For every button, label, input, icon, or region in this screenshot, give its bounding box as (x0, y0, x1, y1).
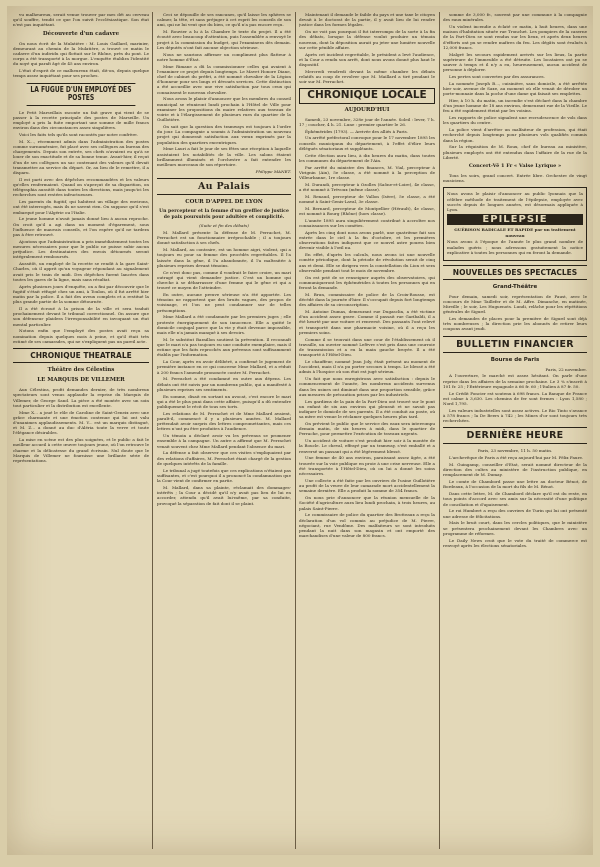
article-paragraph: La mise en scène est des plus soignées, et le public a fait le meilleur accueil à cette œuvre toujours jeune, où l'on retrouve le charme et la délicatesse du grand écrivain. Nul doute que le Marquis de Villemer ne fournisse une brillante série de représentations. (13, 437, 149, 463)
article-signature: Philippe MANET. (255, 168, 291, 174)
article-heading: Bourse de Paris (490, 356, 540, 363)
article-paragraph: M. le substitut Baraillon soutient la prévention. Il reconnaît que le mari n'a pas toujours eu une conduite exemplaire, mais il estime que les faits reprochés aux prévenus sont suffisamment établis par l'information. (157, 336, 291, 358)
article-paragraph: Les gardiens de la paix de la Part-Dieu ont trouvé sur le pont un enfant de six ans environ qui pleurait et ne savait pas indiquer le domicile de ses parents. Il a été conduit au poste, où sa mère est venue le réclamer quelques heures plus tard. (299, 398, 435, 420)
article-paragraph: Le Petit Marseillais raconte un fait grave qui vient de se passer à la recette principale des postes de Marseille. Un employé a pris la fuite emportant une somme de mille francs environ dans des circonstances assez singulières. (13, 109, 149, 131)
article-dateline: Paris, 23 novembre, 11 h. 50 matin. (477, 448, 553, 454)
advertisement-box (443, 187, 587, 260)
advertisement-text: Nous avons le plaisir d'annoncer au public lyonnais que la célèbre méthode de traitement de l'épilepsie, employée avec succès depuis de longues années, est désormais appliquée à Lyon. (447, 191, 583, 213)
article-paragraph: M. Antoine Dumas, demeurant rue Dugasclin, a été victime d'un accident assez grave. Comme il passait rue Garibaldi, il a été heurté par une voiture et renversé. Des passants l'ont relevé et transporté dans une pharmacie voisine, où il a reçu les premiers soins. (299, 309, 435, 335)
article-paragraph: Les relations de M. Perrachet et de Mme Mallard avaient, paraît-il, commencé il y a plusieurs années. M. Mallard prétendait avoir surpris des lettres compromettantes, mais ces lettres n'ont pu être produites à l'audience. (157, 410, 291, 432)
article-paragraph: Sur la réquisition de M. Roux, chef de bureau au ministère, plusieurs employés ont été entendus dans l'affaire de la rue de la Liberté. (443, 144, 587, 160)
article-paragraph: Aux Célestins, profit demandes dernier, de très nombreux spectateurs sont venus applaudir la reprise du Marquis de Villemer, de George Sand. La pièce a été montée avec un soin tout particulier et la distribution est excellente. (13, 387, 149, 408)
article-paragraph: Mais le bruit court, dans les cercles politiques, que le ministère se présentera prochainement devant les Chambres avec un programme de réformes. (443, 520, 587, 536)
article-paragraph: Il est parti avec des dépêches recommandées et les valeurs qu'elles renfermaient. Quand on s'aperçut de sa disparition, on télégraphia aussitôt dans toutes les directions, mais jusqu'ici les recherches sont restées infructueuses. (13, 176, 149, 198)
article-heading: LA FUGUE D'UN EMPLOYÉ DES POSTES (27, 83, 136, 106)
article-paragraph: Le roi Humbert a reçu des ouvriers de Turin qui lui ont présenté une adresse de félicitations. (443, 508, 587, 519)
column-rule (152, 12, 153, 849)
article-paragraph: La nommée Joseph B..., cuisinière, sans domicile, a été arrêtée hier soir, avenue de Saxe, au moment où elle venait de dérober un porte-monnaie dans la poche d'une dame qui faisait ses emplettes. (443, 80, 587, 97)
column-rule (295, 12, 296, 849)
article-paragraph: Mme Rimane a dû la commissionner celles qui avaient à l'examiner ce projet depuis longtemps. Le Mavet Honore Diane, chef de cabinet du préfet, a été nommé chevalier de la Légion d'honneur pour ses longs et dévoués services. Cette distinction a été accueillie avec une vive satisfaction par tous ceux qui connaissent le nouveau chevalier. (157, 63, 291, 95)
advertisement-heading: Concert-Vê 1 Fr « Valse Lyrique » (468, 163, 562, 170)
article-dateline: Paris, 22 novembre. (545, 366, 587, 372)
article-paragraph: On nous prie d'annoncer que la réunion mensuelle de la Société d'agriculture aura lieu lundi prochain, à trois heures, au palais Saint-Pierre. (299, 495, 435, 511)
article-paragraph: Le chauffeur, nommé Jean Joly, était présent au moment de l'accident, mais il n'a pu porter secours à temps. Le blessé a été admis à l'hospice où son état est jugé sérieux. (299, 359, 435, 375)
article-paragraph: Les rapports de police signalent une recrudescence de vols dans les quartiers du centre. (443, 115, 587, 126)
section-heading: BULLETIN FINANCIER (443, 336, 587, 353)
article-paragraph: Les valeurs industrielles sont assez actives. Le Rio Tinto s'avance à 578 francs ; la De Beers à 742 ; les Mines d'or sont toujours très recherchées. (443, 407, 587, 424)
article-paragraph: Cette élection aura lieu, à dix heures du matin, dans toutes les communes du département de l'Ain. (299, 152, 435, 163)
article-heading: Grand-Théâtre (492, 283, 538, 290)
article-heading: Découverte d'un cadavre (42, 30, 120, 37)
article-paragraph: Mme X... a joué le rôle de Caroline de Saint-Geneix avec une grâce charmante et une émotion contenue qui lui ont valu d'unanimes applaudissements. M. Y... est un marquis distingué, et M. Z... a donné au duc d'Aléria toute la verve et toute l'élégance désirables. (13, 409, 149, 436)
article-paragraph: Maintenant il demande le faible du pays et une taxe le citoyen devait à le doctorat de la partie, il y avait lieu de lui rendre justice dans les formes légales. (299, 12, 435, 28)
article-note: (Suite et fin des débats) (199, 223, 249, 229)
article-paragraph: Pour demain, samedi soir, représentation de Faust, avec le concours de Mme Taillefer et de M. Affre. Dimanche, en matinée, Mireille ; le soir, Les Huguenots. Lundi, relâche pour les répétitions générales de Sigurd. (443, 293, 587, 315)
article-paragraph: Hier, à 10 h. du matin, un incendie s'est déclaré dans la chambre d'un jeune homme de 18 ans environ, demeurant rue de la Vieille. Le feu a été rapidement éteint par les voisins. (443, 98, 587, 114)
article-paragraph: Il a été écroué à la prison de la ville et sera traduit prochainement devant le tribunal correctionnel. On assure que son défenseur plaidera l'irresponsabilité en invoquant un état mental particulier. (13, 306, 149, 327)
advertisement-subtitle: GUÉRISON RADICALE ET RAPIDE par un traitement nouveau (454, 227, 576, 238)
advertisement-text: Nous avons à l'époque de l'année le plus grand nombre de malades guéris ; nous adressons gratuitement la notice explicative à toutes les personnes qui en feront la demande. (447, 239, 583, 255)
article-paragraph: Ceci se dépouille de ses rancunes, qu'il laisse les sphères se calmer, la tête, et sans préjuger à cet esprit les conseils de son ami, qui ne lui veut que du bien, ce qu'il n'a pas encore reçu. (157, 12, 291, 28)
article-paragraph: La Cour, après en avoir délibéré, a confirmé le jugement de première instance en ce qui concerne Mme Mallard, et a réduit à 200 francs l'amende prononcée contre M. Perrachet. (157, 359, 291, 375)
article-paragraph: vu malheureux, serait venue trouver par mes dét au cerveau qu'il souffre, tendit ce que l'on suivit l'ecclésiastique. Son état n'est pas inquiétant. (13, 12, 149, 28)
article-paragraph: L'état d'esprit de ce malheureux était, dit-on, depuis quelque temps assez inquiétant pour ses proches. (13, 68, 149, 79)
article-paragraph: L'archevêque de Paris a été reçu aujourd'hui par M. Félix Faure. (449, 455, 584, 461)
article-paragraph: Un témoin a déclaré avoir vu les prévenus se promener ensemble à la campagne. Un autre a affirmé que M. Perrachet venait souvent chez Mme Mallard pendant l'absence du mari. (157, 433, 291, 449)
article-paragraph: Les demandes de places pour la première de Sigurd sont déjà très nombreuses ; la direction prie les abonnés de retirer leurs coupons avant jeudi. (443, 316, 587, 332)
article-paragraph: Le comte de Chambord passe une lettre au docteur Bénot, de Bordeaux, à l'occasion de la mort du fils de M. Bénot. (443, 479, 587, 490)
article-paragraph: Mme Mallard a été condamnée par les premiers juges ; elle proteste énergiquement de son innocence. Elle a quitté le domicile conjugal parce que la vie y était devenue impossible, mais elle n'a jamais manqué à ses devoirs. (157, 314, 291, 336)
article-paragraph: M. Mallard présente la défense de M. Perrachet, M. Perrachet est un fonctionnaire irréprochable ; il a toujours donné satisfaction à ses chefs. (157, 230, 291, 246)
article-paragraph: On sait que la question des tramways est toujours à l'ordre du jour. La compagnie a soumis à l'administration un nouveau projet qui donnerait satisfaction aux vœux exprimés par la population des quartiers excentriques. (157, 124, 291, 145)
article-paragraph: M. Guingamp, conseiller d'Etat, serait nommé directeur de la direction des cultes au ministère de l'instruction publique, en remplacement de M. Dumay. (443, 462, 587, 478)
section-heading: CHRONIQUE THEATRALE (13, 348, 149, 363)
article-paragraph: On nous écrit de la Mulatière : M. Louis Gaillard, marinier, demeurant au chemin de la Mulatière, a trouvé ce matin le cadavre d'un individu qui flottait sur le Rhône, près du pont. Le corps a été transporté à la morgue. L'enquête établira l'identité du noyé qui paraît âgé de 45 ans environ. (13, 40, 149, 67)
column-4 (443, 12, 587, 849)
article-paragraph: Après les cinq dont nous avons parlé, une quatrième fait son entrée dans le ciel à la fin d'octobre, et les premières observations faites indiquent que ce nouvel astre pourra bien devenir visible à l'œil nu. (299, 229, 435, 251)
article-paragraph: On ne voit pas pourquoi il fut interrompu de la sorte à la fin des débats, lorsque la défense voulut produire un témoin nouveau, dont la déposition aurait pu jeter une lumière nouvelle sur cette pénible affaire. (299, 29, 435, 50)
article-paragraph: En somme, disait en sortant un avocat, c'est encore le mari qui a été le plus puni dans cette affaire, puisqu'il a dû entendre publiquement le récit de tous ses torts. (157, 393, 291, 410)
article-paragraph: Une femme de 40 ans environ, paraissant assez âgée, a été trouvée sur la voie publique en proie à une crise nerveuse. Elle a été transportée à l'Hôtel-Dieu, où on lui a donné les soins nécessaires. (299, 455, 435, 477)
article-paragraph: Les pertes sont couvertes par des assurances. (449, 74, 545, 80)
article-paragraph: Éphémérides (1793). — Arrivée des alliés à Paris. (305, 128, 408, 134)
section-heading: CHRONIQUE LOCALE (299, 88, 435, 103)
section-heading: DERNIÈRE HEURE (443, 427, 587, 444)
article-paragraph: M. Durandi, percepteur à Ozolles (Saône-et-Loire), 4e classe, a été nommé à Trévoux (même classe). (299, 181, 435, 193)
article-paragraph: Une collecte a été faite par les ouvriers de l'usine Guillotière au profit de la veuve de leur camarade mort accidentellement la semaine dernière. Elle a produit la somme de 354 francs. (299, 477, 435, 494)
article-paragraph: Nous ne saurions affirmer un compliment plus flatteur à notre homme d'État. (157, 51, 291, 62)
article-paragraph: Dans cette lettre, M. de Chambord déclare qu'il est du reste, en tous points d'accord avec ses amis sur la nécessité d'une politique de conciliation et d'apaisement. (443, 491, 587, 507)
article-paragraph: Notons enfin que l'employé des postes avait reçu sa nomination depuis quelques mois à peine, et qu'il était très estimé de ses camarades, qui ne s'expliquent pas un pareil acte. (13, 328, 149, 344)
column-rule (439, 12, 440, 849)
article-subheading: Un percepteur et la femme d'un greffier de justice de paix poursuivis pour adultère et complicité. (159, 209, 289, 220)
article-heading: Théâtre des Célestins (47, 367, 115, 374)
article-paragraph: En outre, aucune preuve sérieuse n'a été apportée. Les témoins ne rapportent que des bruits vagues, des propos de voisinage, et l'on ne peut condamner sur de telles présomptions. (157, 292, 291, 313)
article-paragraph: Mme Lauri a fait le jour de ses fêtes une réception à laquelle assistaient les notabilités de la ville. Les salons étaient brillamment illuminés et l'orchestre a fait entendre les meilleurs morceaux de son répertoire. (157, 146, 291, 168)
article-paragraph: M. Rouvier a lu à la Chambre le texte du projet. Il a été écouté avec beaucoup d'attention, puis l'assemblée a renvoyé le projet à la commission du budget, qui l'examinera dès demain. Les députés n'ont fait aucune objection sérieuse. (157, 29, 291, 50)
article-paragraph: A l'ouverture, le marché est assez hésitant. On parle d'une reprise dans les affaires de la semaine prochaine. Le 3 % s'inscrit à 101 fr. 25 ; l'Extérieure espagnole à 66 fr. 60 ; l'Italien à 87 fr. 50. (443, 373, 587, 389)
section-heading: Au Palais (157, 178, 291, 195)
article-paragraph: Le Daily News croit que le vote du traité de commerce est renvoyé après les élections sénatoriales. (443, 537, 587, 548)
article-paragraph: Par arrêté du ministre des finances, M. Vial, percepteur à Virignin (Ain), 5e classe, a été nommé à la perception de Villeurbanne, 1re classe. (299, 164, 435, 181)
article-paragraph: Aussitôt, un employé de la recette se rendit à la gare Saint-Charles, où il apprit qu'un voyageur répondant au signalement avait pris le train de midi. Des dépêches furent lancées dans toutes les gares de la ligne, mais sans résultat. (13, 261, 149, 282)
column-3 (299, 12, 435, 849)
article-paragraph: Après cet incident regrettable, le président a levé l'audience, et la Cour a rendu son arrêt, dont nous avons donné plus haut le dispositif. (299, 51, 435, 68)
article-paragraph: M. Perrachet a été condamné en outre aux dépens. Les débats ont été suivis par un nombreux public, qui a manifesté à plusieurs reprises ses sentiments. (157, 376, 291, 392)
article-paragraph: M. Mallard, dans sa plainte, réclamait des dommages-intérêts ; la Cour a décidé qu'il n'y avait pas lieu de lui en accorder, attendu qu'il avait lui-même, par sa conduite, provoqué la séparation de fait dont il se plaint. (157, 484, 291, 506)
article-paragraph: Samedi, 23 novembre, 328e jour de l'année. Soleil : lever, 7 h. 17 ; coucher, 4 h. 21. Lune : premier quartier le 26. (299, 116, 435, 127)
article-paragraph: Le tribunal a jugé toutefois que ces explications n'étaient pas suffisantes, et c'est pourquoi il a prononcé la condamnation que la Cour vient de confirmer en partie. (157, 467, 291, 484)
article-paragraph: Malgré les secours rapidement arrivés sur les lieux, la partie supérieure de l'immeuble a été détruite. Les locataires ont pu se sauver à temps et il n'y a eu, heureusement, aucun accident de personne à déplorer. (443, 51, 587, 73)
article-paragraph: La défense a fait observer que ces visites s'expliquaient par des relations d'affaires, M. Perrachet étant chargé de la gestion de quelques intérêts de la famille. (157, 450, 291, 466)
article-paragraph: M. Brun, commissaire de police de la Croix-Rousse, est décédé dans la journée d'hier. Il s'occupait depuis fort longtemps des affaires de sa circonscription. (299, 291, 435, 308)
article-paragraph: Le jeune homme n'avait jamais donné lieu à aucun reproche. On croit qu'il a agi dans un moment d'égarement, sous l'influence de mauvais conseils, et l'on espère qu'il ne tardera pas à être retrouvé. (13, 216, 149, 238)
article-paragraph: En effet, d'après les calculs, nous avons ici une nouvelle comète périodique, dont la période de révolution serait de cinq ans et demi. Elle se dirigera vers la constellation du Lion et sera observable pendant tout le mois de novembre. (299, 252, 435, 273)
article-heading: COUR D'APPEL DE LYON (185, 199, 263, 206)
article-paragraph: Un accident de voiture s'est produit hier soir à la montée de la Boucle. Le cheval, effrayé par un tramway, s'est emballé et a renversé un passant qui a été légèrement blessé. (299, 438, 435, 454)
article-paragraph: Mercredi vendredi devant la même chambre les débats relatifs au coup de revolver que M. Maillard a tiré pendant le soir sur M. Perrachet. (299, 68, 435, 85)
article-paragraph: On prévient le public que le service des eaux sera interrompu demain matin, de six heures à midi, dans le quartier de Perrache, pour permettre l'exécution de travaux urgents. (299, 421, 435, 437)
article-paragraph: M. Bernard, percepteur de Montpellier (Hérault), 4e classe, est nommé à Bourg (Rhône) (hors classe). (299, 205, 435, 217)
article-paragraph: Comme il se trouvait dans une cour de l'établissement où il travaille, un ouvrier nommé Lefèvre s'est pris dans une courroie de transmission et a eu la main gauche broyée. Il a été transporté à l'Hôtel-Dieu. (299, 336, 435, 358)
article-paragraph: Nous avons le plaisir d'annoncer que les membres du conseil municipal se réuniront lundi prochain à l'Hôtel de Ville pour examiner les propositions du maire relatives aux travaux de voirie et à l'élargissement de plusieurs rues du quartier de la Guillotière. (157, 96, 291, 123)
newspaper-page (7, 6, 593, 855)
column-2 (157, 12, 291, 849)
article-paragraph: Voici les faits tels qu'ils sont racontés par notre confrère. (19, 132, 139, 138)
article-heading: LE MARQUIS DE VILLEMER (37, 377, 125, 384)
article-paragraph: L'année 1895 aura singulièrement contribué à accroître nos connaissances sur les comètes. (299, 217, 435, 229)
article-paragraph: Un arrêté préfectoral convoque pour le 17 novembre 1895 les conseils municipaux du département, à l'effet d'élire leurs délégués sénatoriaux et suppléants. (299, 135, 435, 151)
column-1 (13, 12, 149, 849)
article-paragraph: Les parents du fugitif, qui habitent un village des environs, ont été interrogés, mais ils ne savent rien. On suppose qu'il s'est embarqué pour l'Algérie ou l'Italie. (13, 199, 149, 215)
article-paragraph: La police vient d'arrêter un malfaiteur de profession, qui était recherché depuis longtemps pour plusieurs vols qualifiés commis dans la région. (443, 127, 587, 143)
article-heading: AUJOURD'HUI (344, 106, 390, 113)
article-paragraph: M. Mallard, au contraire, est un homme aigri, violent, qui a toujours eu pour sa femme des procédés regrettables. Il l'a laissée dans la gêne, il l'a abandonnée, il l'a maltraitée à plusieurs reprises devant témoins. (157, 247, 291, 268)
article-paragraph: Ajoutons que l'administration a pris immédiatement toutes les mesures nécessaires pour que le public ne puisse subir aucun préjudice. Les destinataires des envois détournés seront intégralement remboursés. (13, 238, 149, 260)
article-paragraph: On est prié de se renseigner auprès des observatoires, qui communiqueront les éphémérides à toutes les personnes qui en feront la demande. (299, 274, 435, 291)
article-paragraph: Le commissaire de police du quartier des Brotteaux a reçu la déclaration d'un vol commis au préjudice de M. Pierre, négociant, rue Vendôme. Des malfaiteurs se sont introduits pendant la nuit dans son magasin et ont emporté des marchandises d'une valeur de 800 francs. (299, 512, 435, 539)
article-paragraph: Après plusieurs jours d'enquête, on a fini par découvrir que le fugitif s'était réfugié chez un ami, à Toulon, où il fut arrêté hier matin par la police. Il a fait des aveux complets et a restitué la plus grande partie de la somme détournée. (13, 283, 149, 305)
article-paragraph: somme de 3,000 fr., souvent par une commune à la compagnie des eaux minérales. (443, 12, 587, 23)
article-paragraph: Un violent incendie a éclaté ce matin, à huit heures, dans une maison d'habitation située rue Tronchet. Les pompiers de la caserne de la Part-Dieu se sont rendus sur les lieux, et après deux heures d'efforts ont pu se rendre maîtres du feu. Les dégâts sont évalués à 12,000 francs. (443, 24, 587, 50)
article-paragraph: Le Crédit Foncier est soutenu à 698 francs. La Banque de France est calme à 3,630. Les chemins de fer sont fermes : Lyon 1,580 ; Nord 1,795. (443, 390, 587, 407)
article-paragraph: Un fait que nous enregistrons avec satisfaction : depuis le commencement de l'année, les nombreux accidents survenus dans les usines ont diminué dans une proportion sensible, grâce aux mesures de précaution prises par les industriels. (299, 376, 435, 397)
section-heading: NOUVELLES DES SPECTACLES (443, 265, 587, 280)
advertisement-text: Tous les soirs, grand concert. Entrée libre. Orchestre de vingt musiciens. (443, 173, 587, 184)
advertisement-banner: EPILEPSIE (447, 214, 583, 225)
article-paragraph: M. Renaud, percepteur de Vallon (Isère), 5e classe, a été nommé à Saint-Genis-Laval, 3e classe. (299, 193, 435, 205)
article-paragraph: Ce n'est donc pas, comme il voudrait le faire croire, un mari outragé qui vient demander justice. C'est un homme qui cherche à se débarrasser d'une femme qui le gêne et qui a trouvé ce moyen de l'atteindre. (157, 269, 291, 291)
article-paragraph: M. X..., récemment admis dans l'administration des postes comme surnuméraire, fut placé avec ses collègues au bureau des chargements. Depuis son entrée, ses chefs n'avaient eu qu'à se louer de son exactitude et de sa bonne tenue. Avant-hier, il reçut d'un de ses collègues un sac contenant des valeurs qu'il devait transmettre au service du départ. Or, au lieu de le remettre, il a disparu. (13, 138, 149, 176)
